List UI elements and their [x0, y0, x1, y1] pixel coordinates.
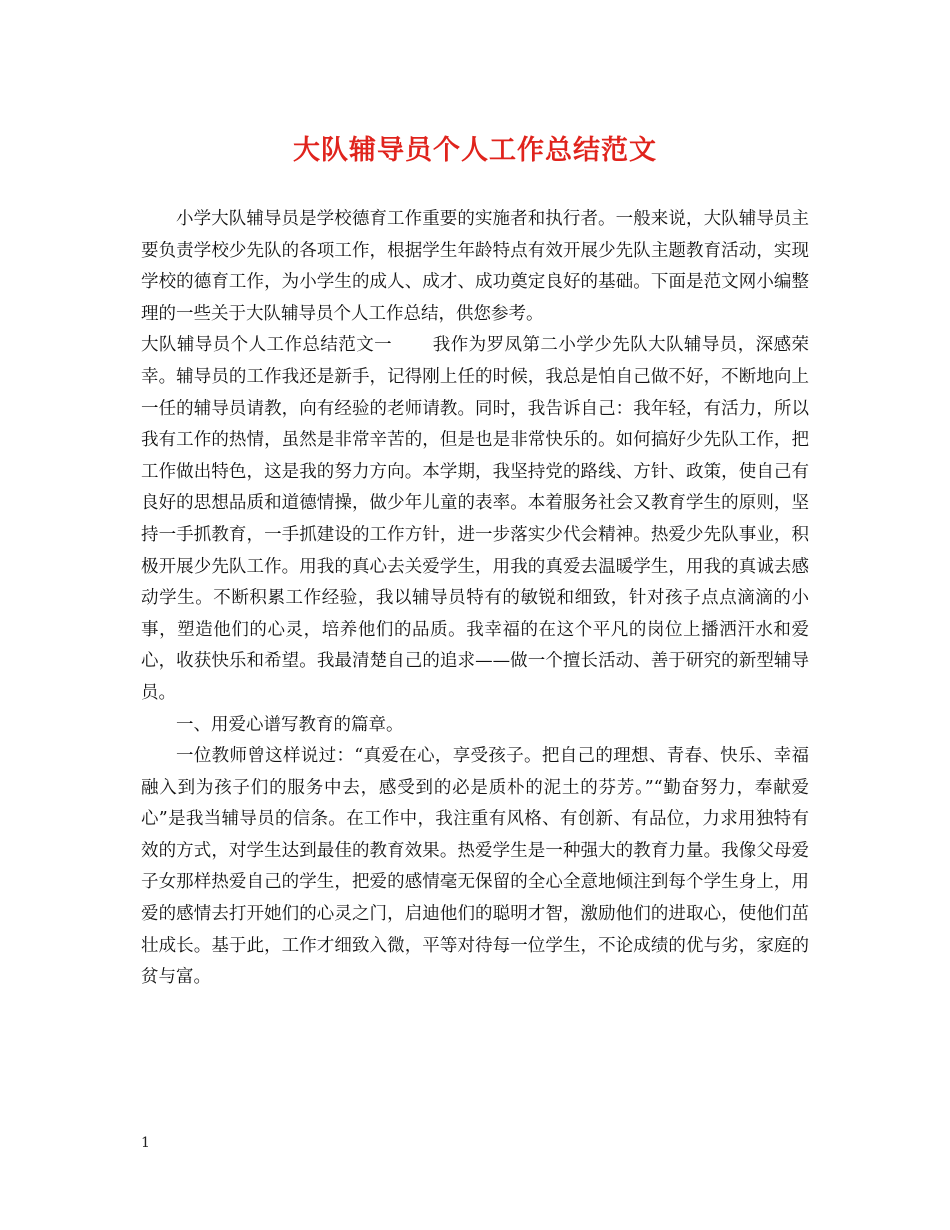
section-one-heading: 一、用爱心谱写教育的篇章。 [176, 714, 404, 735]
intro-paragraph: 小学大队辅导员是学校德育工作重要的实施者和执行者。一般来说，大队辅导员主要负责学校少先队的各项工作，根据学生年龄特点有效开展少先队主题教育活动，实现学校的德育工作，为小学生的成人、成才、成功奠定良好的基础。下面是范文网小编整理的一些关于大队辅导员个人工作总结，供您参考。 [141, 209, 809, 324]
sample-heading: 大队辅导员个人工作总结范文一 [141, 335, 393, 356]
section-one-paragraph: 一位教师曾这样说过：“真爱在心，享受孩子。把自己的理想、青春、快乐、幸福融入到为孩子们的服务中去，感受到的必是质朴的泥土的芬芳。”“勤奋努力，奉献爱心”是我当辅导员的信条。在工作中，我注重有风格、有创新、有品位，力求用独特有效的方式，对学生达到最佳的教育效果。热爱学生是一种强大的教育力量。我像父母爱子女那样热爱自己的学生，把爱的感情毫无保留的全心全意地倾注到每个学生身上，用爱的感情去打开她们的心灵之门，启迪他们的聪明才智，激励他们的进取心，使他们茁壮成长。基于此，工作才细致入微，平等对待每一位学生，不论成绩的优与劣，家庭的贫与富。 [141, 746, 809, 988]
sample-body-text: 我作为罗凤第二小学少先队大队辅导员，深感荣幸。辅导员的工作我还是新手，记得刚上任的时候，我总是怕自己做不好，不断地向上一任的辅导员请教，向有经验的老师请教。同时，我告诉自己：我年轻，有活力，所以我有工作的热情，虽然是非常辛苦的，但是也是非常快乐的。如何搞好少先队工作，把工作做出特色，这是我的努力方向。本学期，我坚持党的路线、方针、政策，使自己有良好的思想品质和道德情操，做少年儿童的表率。本着服务社会又教育学生的原则，坚持一手抓教育，一手抓建设的工作方针，进一步落实少代会精神。热爱少先队事业，积极开展少先队工作。用我的真心去关爱学生，用我的真爱去温暖学生，用我的真诚去感动学生。不断积累工作经验，我以辅导员特有的敏锐和细致，针对孩子点点滴滴的小事，塑造他们的心灵，培养他们的品质。我幸福的在这个平凡的岗位上播洒汗水和爱心，收获快乐和希望。我最清楚自己的追求——做一个擅长活动、善于研究的新型辅导员。 [141, 335, 810, 703]
sample-paragraph [141, 330, 809, 709]
page-number: 1 [141, 1135, 150, 1151]
document-body [141, 204, 809, 994]
document-title: 大队辅导员个人工作总结范文 [293, 135, 657, 166]
